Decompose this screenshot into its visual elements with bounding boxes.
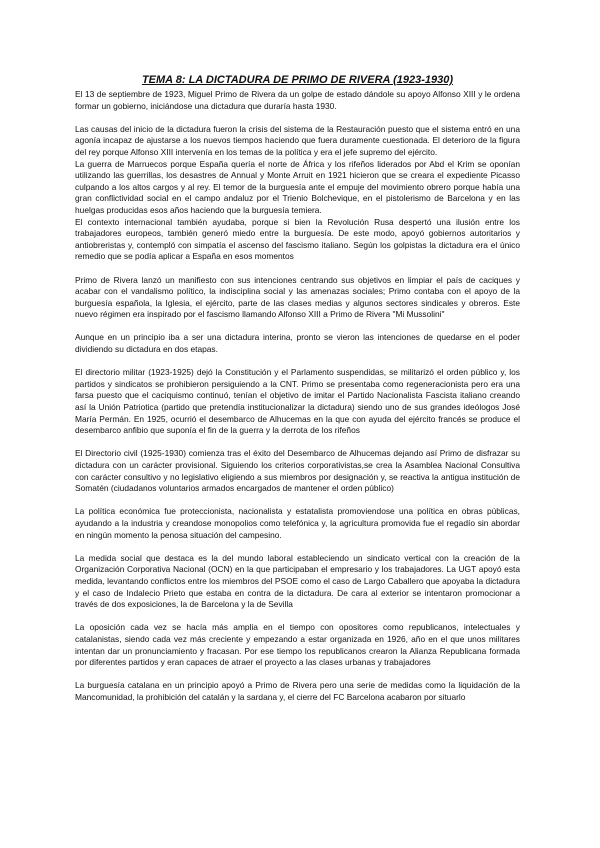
- paragraph-civil-directory: El Directorio civil (1925-1930) comienza tras el éxito del Desembarco de Alhucemas dejando así Primo de disfrazar su dictadura con un carácter provisional. Siguiendo los criterios corporativistas,se crea la Asamblea Nacional Consultiva con carácter consultivo y no legislativo eligiendo a sus miembros por designación y, se reactiva la antigua institución de Somatén (ciudadanos voluntarios armados encargados de mantener el orden público): [75, 448, 520, 494]
- paragraph-coup: El 13 de septiembre de 1923, Miguel Primo de Rivera da un golpe de estado dándole su apoyo Alfonso XIII y le ordena formar un gobierno, iniciándose una dictadura que duraría hasta 1930.: [75, 89, 520, 111]
- paragraph-military-directory: El directorio militar (1923-1925) dejó la Constitución y el Parlamento suspendidas, se militarizó el orden público y, los partidos y sindicatos se prohibieron persiguiendo a la CNT. Primo se presentaba como regeneracionista pero era una farsa puesto que el caciquismo continuó, tenían el objetivo de imitar el Partido Nacionalista Fascista italiano creando así la Unión Patriotica (partido que pretendía institucionalizar la dictadura) siendo uno de sus grandes ideólogos José María Permán. En 1925, ocurrió el desembarco de Alhucemas en la que con ayuda del ejército francés se produce el desembarco anfibio que suponía el fin de la guerra y la derrota de los rifeños: [75, 367, 520, 436]
- paragraph-opposition: La oposición cada vez se hacía más amplia en el tiempo con opositores como republicanos, intelectuales y catalanistas, siendo cada vez más creciente y empezando a estar organizada en 1926, año en el que unos militares intentan dar un pronunciamiento y fracasan. Por ese tiempo los republicanos crearon la Alianza Republicana formada por diferentes partidos y eran capaces de atraer el proyecto a las clases urbanas y trabajadores: [75, 622, 520, 668]
- document-title: TEMA 8: LA DICTADURA DE PRIMO DE RIVERA (1923-1930): [141, 74, 454, 86]
- paragraph-international-context: El contexto internacional también ayudaba, porque si bien la Revolución Rusa despertó una ilusión entre los trabajadores europeos, también generó miedo entre la burguesía. De este modo, apoyó gobiernos autoritarios y antiobreristas y, contempló con simpatía el ascenso del fascismo italiano. Según los golpistas la dictadura era el único remedio que se podía aplicar a España en esos momentos: [75, 216, 520, 262]
- paragraph-morocco-war: La guerra de Marruecos porque España quería el norte de África y los rifeños liderados por Abd el Krim se oponían utilizando las guerrillas, los desastres de Annual y Monte Arruit en 1921 hicieron que se creara el expediente Picasso culpando a los altos cargos y al rey. El temor de la burguesía ante el empuje del movimiento obrero porque había una gran conflictividad social en el campo andaluz por el Trienio Bolchevique, en el pistolerismo de Barcelona y en las huelgas producidas esos años haciendo que la burguesía temiera.: [75, 158, 520, 215]
- paragraph-catalan-bourgeoisie: La burguesía catalana en un principio apoyó a Primo de Rivera pero una serie de medidas como la liquidación de la Mancomunidad, la prohibición del catalán y la sardana y, el cierre del FC Barcelona acabaron por situarlo: [75, 680, 520, 702]
- paragraph-manifesto: Primo de Rivera lanzó un manifiesto con sus intenciones centrando sus objetivos en limpiar el país de caciques y acabar con el vandalismo político, la indisciplina social y las amenazas sociales; Primo contaba con el apoyo de la burguesía española, la Iglesia, el ejército, parte de las clases medias y algunos sectores sindicales y obreros. Este nuevo régimen era inspirado por el fascismo llamando Alfonso XIII a Primo de Rivera "Mi Mussolini": [75, 274, 520, 320]
- paragraph-causes: Las causas del inicio de la dictadura fueron la crisis del sistema de la Restauración puesto que el sistema entró en una agonía incapaz de ajustarse a los nuevos tiempos haciendo que fuera duramente cuestionada. El deterioro de la figura del rey porque Alfonso XIII intervenía en los temas de la política y era el jefe supremo del ejército.: [75, 123, 520, 157]
- paragraph-economic-policy: La política económica fue proteccionista, nacionalista y estatalista promoviendose una política en obras públicas, ayudando a la industria y creandose monopolios como telefónica y, la agricultura promovida fue el regadío sin abordar en ningún momento la penosa situación del campesino.: [75, 506, 520, 540]
- paragraph-two-stages: Aunque en un principio iba a ser una dictadura interina, pronto se vieron las intenciones de quedarse en el poder dividiendo su dictadura en dos etapas.: [75, 332, 520, 355]
- paragraph-social-measure: La medida social que destaca es la del mundo laboral estableciendo un sindicato vertical con la creación de la Organización Corporativa Nacional (OCN) en la que participaban el empresario y los trabajadores. La UGT apoyó esta medida, levantando conflictos entre los miembros del PSOE como el caso de Largo Caballero que apoyaba la dictadura y el caso de Indalecio Prieto que estaba en contra de la dictadura. De cara al exterior se intentaron promocionar a través de dos exposiciones, la de Barcelona y la de Sevilla: [75, 552, 520, 610]
